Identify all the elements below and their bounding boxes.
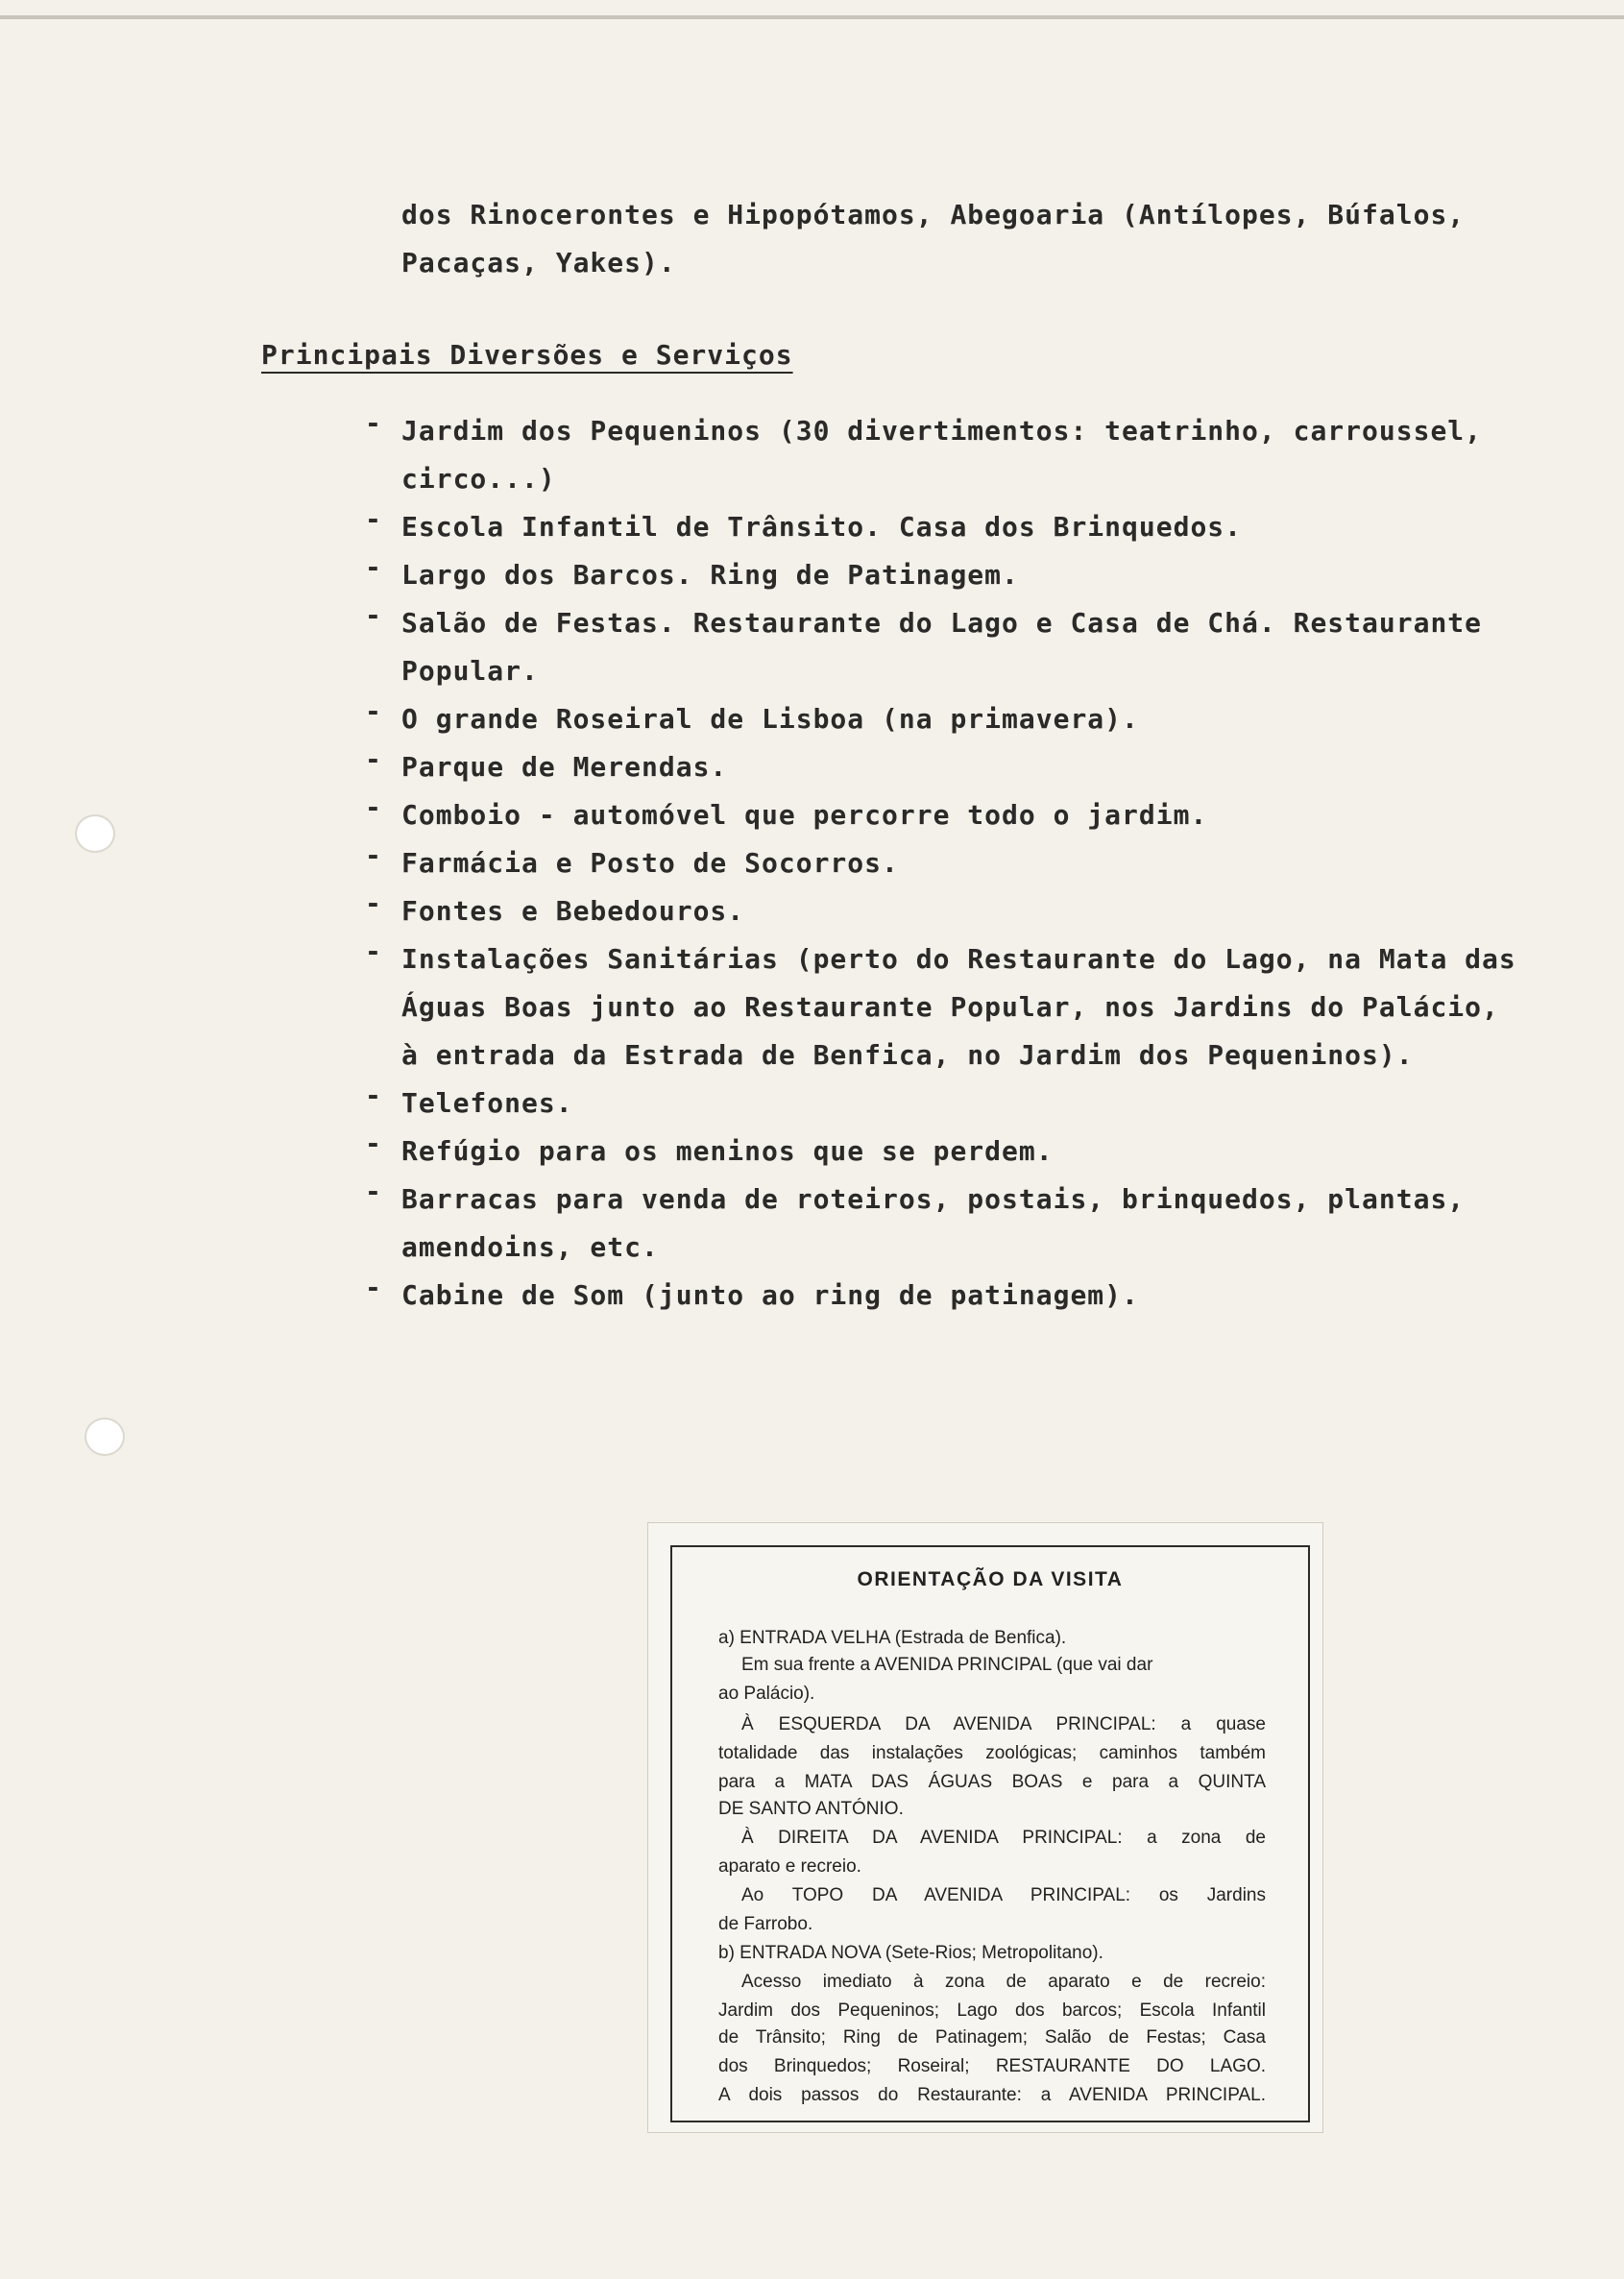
list-item-line: amendoins, etc.	[401, 1231, 659, 1263]
bullet-dash: -	[365, 1272, 381, 1303]
orientation-line: b) ENTRADA NOVA (Sete-Rios; Metropolitano).	[718, 1943, 1103, 1963]
list-item	[365, 1176, 1516, 1272]
orientation-line: A dois passos do Restaurante: a AVENIDA PRINCIPAL.	[718, 2085, 1266, 2105]
intro-line-2: Pacaças, Yakes).	[401, 247, 676, 279]
list-item	[365, 503, 1516, 551]
list-item-line: Jardim dos Pequeninos (30 divertimentos: teatrinho, carroussel,	[401, 415, 1483, 447]
orientation-line: aparato e recreio.	[718, 1856, 861, 1877]
list-item-line: Escola Infantil de Trânsito. Casa dos Brinquedos.	[401, 511, 1243, 543]
orientation-line: de Farrobo.	[718, 1914, 813, 1934]
list-item	[365, 1127, 1516, 1176]
orientation-line: DE SANTO ANTÓNIO.	[718, 1799, 904, 1819]
orientation-line: de Trânsito; Ring de Patinagem; Salão de Festas; Casa	[718, 2027, 1266, 2048]
list-item-line: Barracas para venda de roteiros, postais, brinquedos, plantas,	[401, 1183, 1466, 1215]
list-item	[365, 407, 1516, 503]
list-item-line: Instalações Sanitárias (perto do Restaurante do Lago, na Mata das	[401, 943, 1516, 975]
orientation-line: Ao TOPO DA AVENIDA PRINCIPAL: os Jardins	[741, 1885, 1266, 1905]
bullet-dash: -	[365, 791, 381, 823]
bullet-dash: -	[365, 1079, 381, 1111]
list-item-line: Farmácia e Posto de Socorros.	[401, 847, 899, 879]
list-item-line: O grande Roseiral de Lisboa (na primavera).	[401, 703, 1139, 735]
list-item-line: Águas Boas junto ao Restaurante Popular, nos Jardins do Palácio,	[401, 991, 1499, 1023]
list-item	[365, 1079, 1516, 1127]
list-item	[365, 599, 1516, 695]
orientation-line: Jardim dos Pequeninos; Lago dos barcos; Escola Infantil	[718, 2000, 1266, 2021]
bullet-dash: -	[365, 839, 381, 871]
orientation-line: À DIREITA DA AVENIDA PRINCIPAL: a zona de	[741, 1828, 1266, 1848]
list-item-line: Popular.	[401, 655, 539, 687]
list-item	[365, 695, 1516, 743]
orientation-line: Acesso imediato à zona de aparato e de recreio:	[741, 1972, 1266, 1992]
list-item	[365, 935, 1516, 1079]
bullet-dash: -	[365, 695, 381, 727]
list-item	[365, 1272, 1516, 1320]
punch-hole-lower	[86, 1419, 123, 1454]
orientation-line: totalidade das instalações zoológicas; caminhos também	[718, 1743, 1266, 1763]
bullet-dash: -	[365, 935, 381, 967]
orientation-title: ORIENTAÇÃO DA VISITA	[857, 1568, 1124, 1590]
bullet-dash: -	[365, 407, 381, 439]
list-item-line: Comboio - automóvel que percorre todo o jardim.	[401, 799, 1208, 831]
orientation-box	[670, 1545, 1310, 2122]
list-item	[365, 839, 1516, 887]
bullet-dash: -	[365, 503, 381, 535]
list-item	[365, 743, 1516, 791]
page-top-edge	[0, 15, 1624, 19]
list-item	[365, 887, 1516, 935]
list-item-line: Parque de Merendas.	[401, 751, 728, 783]
orientation-line: ao Palácio).	[718, 1684, 815, 1704]
orientation-line: À ESQUERDA DA AVENIDA PRINCIPAL: a quase	[741, 1714, 1266, 1734]
list-item-line: Largo dos Barcos. Ring de Patinagem.	[401, 559, 1019, 591]
bullet-dash: -	[365, 1176, 381, 1207]
orientation-line: Em sua frente a AVENIDA PRINCIPAL (que vai dar	[741, 1655, 1153, 1675]
list-item-line: Telefones.	[401, 1087, 573, 1119]
intro-line-1: dos Rinocerontes e Hipopótamos, Abegoaria (Antílopes, Búfalos,	[401, 199, 1466, 230]
list-item-line: Salão de Festas. Restaurante do Lago e Casa de Chá. Restaurante	[401, 607, 1483, 639]
bullet-dash: -	[365, 887, 381, 919]
section-heading: Principais Diversões e Serviços	[261, 339, 793, 371]
list-item-line: Cabine de Som (junto ao ring de patinagem).	[401, 1279, 1139, 1311]
services-list	[365, 407, 1516, 1320]
bullet-dash: -	[365, 599, 381, 631]
orientation-line: dos Brinquedos; Roseiral; RESTAURANTE DO LAGO.	[718, 2056, 1266, 2076]
orientation-line: para a MATA DAS ÁGUAS BOAS e para a QUINTA	[718, 1772, 1266, 1792]
bullet-dash: -	[365, 1127, 381, 1159]
list-item-line: Refúgio para os meninos que se perdem.	[401, 1135, 1054, 1167]
list-item	[365, 791, 1516, 839]
list-item-line: circo...)	[401, 463, 556, 495]
list-item	[365, 551, 1516, 599]
punch-hole-upper	[77, 816, 113, 851]
list-item-line: à entrada da Estrada de Benfica, no Jardim dos Pequeninos).	[401, 1039, 1414, 1071]
orientation-line: a) ENTRADA VELHA (Estrada de Benfica).	[718, 1628, 1067, 1648]
list-item-line: Fontes e Bebedouros.	[401, 895, 745, 927]
bullet-dash: -	[365, 551, 381, 583]
bullet-dash: -	[365, 743, 381, 775]
